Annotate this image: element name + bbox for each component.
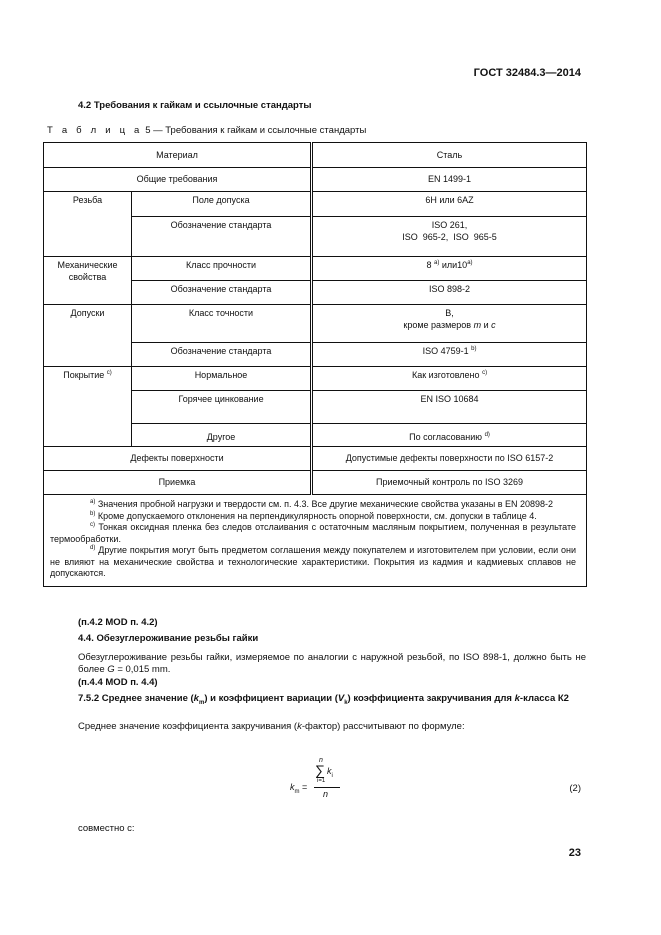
equals: = — [302, 782, 308, 792]
tol-param-standard: Обозначение стандарта — [132, 343, 312, 367]
formula-2 — [290, 758, 370, 806]
decarb-g: G — [107, 664, 115, 676]
note-mark: b) — [90, 510, 96, 517]
note-text: Тонкая оксидная пленка без следов отслаивания с остаточным масляным покрытием, полученная в результате термообработки. — [50, 522, 576, 544]
tol-and: и — [483, 319, 489, 330]
note-mark: c) — [90, 522, 95, 529]
decarb-text: Обезуглероживание резьбы гайки, измеряемое по аналогии с наружной резьбой, по ISO 898-1, должно быть не более — [78, 652, 586, 676]
section2-title: 4.4. Обезуглероживание резьбы гайки — [78, 633, 259, 644]
table-caption — [47, 125, 366, 137]
note-text: Значения пробной нагрузки и твердости см. п. 4.3. Все другие механические свойства указаны в EN 20898-2 — [97, 499, 554, 509]
sum-lower: i=1 — [317, 778, 326, 784]
thread-std-line1: ISO 261, — [431, 220, 468, 230]
mech-value-class — [312, 257, 587, 281]
s3-t3: ) коэффициента закручивания для — [347, 693, 512, 704]
sigma-symbol: ∑ — [315, 762, 325, 778]
thread-value-tolerance: 6H или 6AZ — [312, 192, 587, 217]
tolerances-label: Допуски — [44, 305, 132, 367]
note-b — [50, 511, 576, 523]
thread-label: Резьба — [44, 192, 132, 257]
decarb-paragraph — [78, 652, 586, 677]
sum-term — [327, 766, 333, 781]
note-c — [50, 522, 576, 545]
s3-km-sub: m — [198, 699, 205, 706]
intro-k: k — [297, 721, 302, 732]
table-notes — [44, 495, 587, 587]
s3-vk-sub: k — [344, 699, 348, 706]
tol-param-class: Класс точности — [132, 305, 312, 343]
intro-b: -фактор) рассчитывают по формуле: — [301, 721, 465, 732]
tol-except — [317, 320, 582, 332]
tol-class-b: B, — [445, 308, 454, 318]
mod-reference-1: (п.4.2 MOD п. 4.2) — [78, 617, 158, 628]
coat-param-normal: Нормальное — [132, 367, 312, 391]
decarb-value: = 0,015 mm. — [117, 664, 171, 676]
acceptance-value: Приемочный контроль по ISO 3269 — [312, 471, 587, 495]
note-a — [50, 499, 576, 511]
caption-number: 5 — [145, 125, 151, 136]
mech-param-class: Класс прочности — [132, 257, 312, 281]
dim-c: c — [491, 319, 496, 330]
general-value: EN 1499-1 — [312, 168, 587, 192]
mech-param-standard: Обозначение стандарта — [132, 281, 312, 305]
formula-intro — [78, 721, 465, 733]
tol-value-standard — [312, 343, 587, 367]
sum-upper: n — [319, 757, 323, 764]
mech-class-8: 8 — [426, 260, 432, 270]
term-k: k — [327, 766, 332, 776]
s3-t4: -класса К2 — [519, 693, 569, 704]
mech-class-10: или10 — [441, 260, 468, 270]
s3-km: k — [193, 693, 199, 704]
footnote-ref: d) — [484, 432, 490, 439]
coat-param-other: Другое — [132, 424, 312, 447]
note-mark: a) — [90, 499, 96, 505]
coating-label — [44, 367, 132, 447]
tol-except-text: кроме размеров — [403, 319, 472, 330]
caption-prefix: Т а б л и ц а — [47, 125, 143, 136]
document-id: ГОСТ 32484.3—2014 — [473, 67, 581, 79]
table-head-steel: Сталь — [312, 143, 587, 168]
table-head-material: Материал — [44, 143, 312, 168]
note-text: Другие покрытия могут быть предметом соглашения между покупателем и изготовителем при условии, если они не влияют на механические свойства и технологические характеристики. Покрытия из кадмия и кадмиевых сплавов не допускаются. — [50, 545, 577, 579]
coat-value-other — [312, 424, 587, 447]
lhs-sub: m — [294, 788, 300, 795]
thread-value-standard — [312, 217, 587, 257]
coat-other-text: По согласованию — [409, 432, 483, 443]
tol-std-text: ISO 4759-1 — [422, 346, 469, 356]
requirements-table — [43, 142, 587, 587]
footnote-ref: a) — [434, 260, 440, 266]
s3-t1: 7.5.2 Среднее значение ( — [78, 693, 194, 704]
thread-std-line2: ISO 965-2, ISO 965-5 — [402, 231, 497, 242]
caption-text: — Требования к гайкам и ссылочные стандарты — [153, 125, 367, 136]
lhs-k: k — [290, 782, 295, 792]
mech-value-standard: ISO 898-2 — [312, 281, 587, 305]
page-number: 23 — [568, 847, 581, 859]
denominator: n — [323, 789, 329, 799]
formula-lhs — [290, 782, 307, 797]
along-with-text: совместно с: — [78, 823, 135, 834]
coat-param-hdg: Горячее цинкование — [132, 391, 312, 424]
note-text: Кроме допускаемого отклонения на перпендикулярность опорной поверхности, см. допуски в таблице 4. — [97, 510, 537, 521]
acceptance-label: Приемка — [44, 471, 312, 495]
s3-vk: V — [337, 693, 345, 704]
fraction-bar — [314, 787, 340, 788]
intro-a: Среднее значение коэффициента закручивания ( — [78, 721, 298, 732]
dim-m: m — [473, 319, 482, 330]
thread-param-tolerance: Поле допуска — [132, 192, 312, 217]
note-mark: d) — [90, 545, 96, 552]
note-d — [50, 545, 576, 580]
footnote-ref: c) — [482, 370, 488, 376]
mod-reference-2: (п.4.4 MOD п. 4.4) — [78, 677, 158, 688]
footnote-ref: a) — [467, 260, 473, 266]
footnote-ref: c) — [106, 370, 112, 376]
coat-normal-text: Как изготовлено — [411, 370, 480, 380]
coat-value-hdg: EN ISO 10684 — [312, 391, 587, 424]
tol-value-class — [312, 305, 587, 343]
formula-number: (2) — [569, 783, 581, 794]
s3-t2: ) и коэффициент вариации ( — [204, 693, 338, 704]
coating-label-text: Покрытие — [63, 370, 105, 380]
footnote-ref: b) — [471, 346, 477, 352]
mech-label: Механические свойства — [44, 257, 132, 305]
defects-value: Допустимые дефекты поверхности по ISO 6157-2 — [312, 447, 587, 471]
thread-param-standard: Обозначение стандарта — [132, 217, 312, 257]
s3-k: k — [514, 693, 520, 704]
section3-title — [47, 691, 586, 708]
general-label: Общие требования — [44, 168, 312, 192]
defects-label: Дефекты поверхности — [44, 447, 312, 471]
term-sub: i — [331, 772, 333, 779]
coat-value-normal — [312, 367, 587, 391]
section-title: 4.2 Требования к гайкам и ссылочные стандарты — [78, 100, 312, 111]
